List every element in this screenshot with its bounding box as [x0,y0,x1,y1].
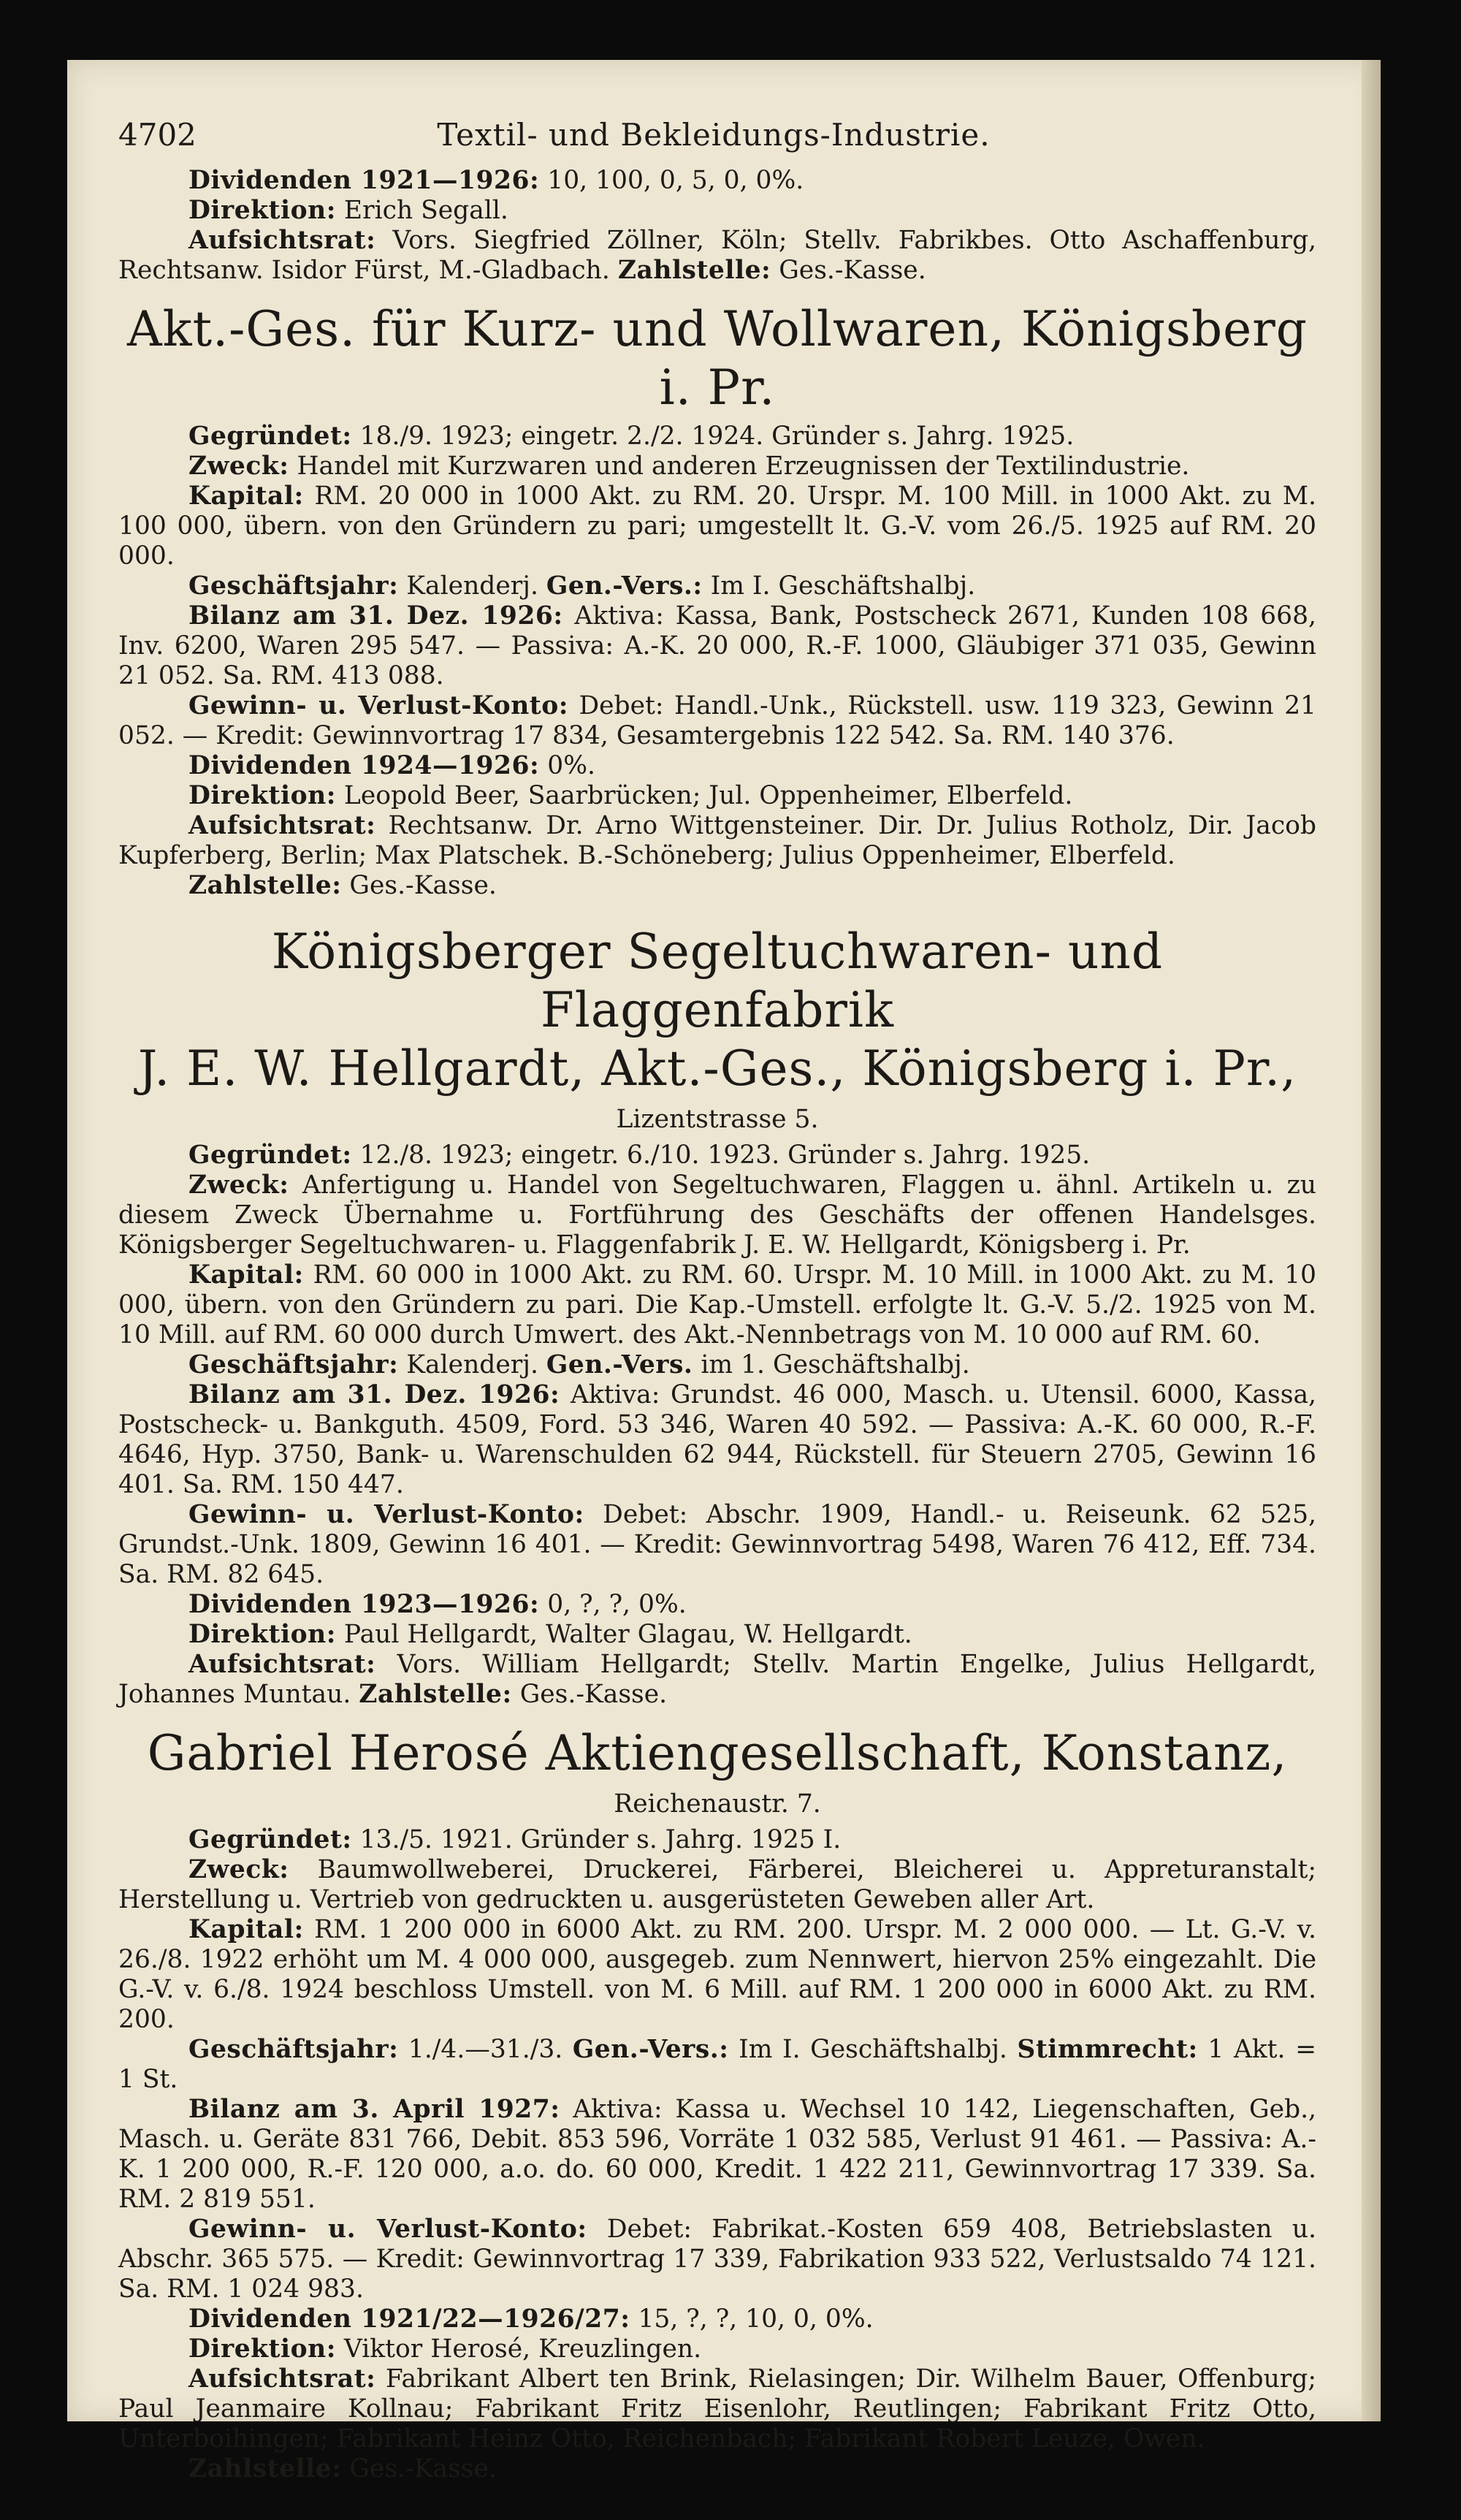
company-title-line1: Königsberger Segeltuchwaren- und Flaggenfabrik [271,924,1164,1038]
zweck-line: Zweck: Anfertigung u. Handel von Segeltuchwaren, Flaggen u. ähnl. Artikeln u. zu diesem Zweck Übernahme u. Fortführung des Geschäfts der offenen Handelsges. Königsberger Segeltuchwaren- u. Flaggenfabrik J. E. W. Hellgardt, Königsberg i. Pr. [118,1170,1316,1260]
kapital-line: Kapital: RM. 1 200 000 in 6000 Akt. zu RM. 200. Urspr. M. 2 000 000. — Lt. G.-V. v. 26./8. 1922 erhöht um M. 4 000 000, ausgegeb. zum Nennwert, hiervon 25% eingezahlt. Die G.-V. v. 6./8. 1924 beschloss Umstell. von M. 6 Mill. auf RM. 1 200 000 in 6000 Akt. zu RM. 200. [118,1915,1316,2034]
company-title-line2: J. E. W. Hellgardt, Akt.-Ges., Königsberg i. Pr., [137,1040,1297,1097]
company-address: Reichenaustr. 7. [614,1789,821,1819]
page-spine-shadow [1362,60,1381,2421]
page-header [118,117,1316,153]
bilanz-line: Bilanz am 3. April 1927: Aktiva: Kassa u. Wechsel 10 142, Liegenschaften, Geb., Masch. u. Geräte 831 766, Debit. 853 596, Vorräte 1 032 585, Verlust 91 461. — Passiva: A.-K. 1 200 000, R.-F. 120 000, a.o. do. 60 000, Kredit. 1 422 211, Gewinnvortrag 17 339. Sa. RM. 2 819 551. [118,2095,1317,2214]
entry-continuation [118,166,1316,286]
aufsichtsrat-line: Aufsichtsrat: Vors. William Hellgardt; Stellv. Martin Engelke, Julius Hellgardt, Johannes Muntau. Zahlstelle: Ges.-Kasse. [118,1650,1316,1709]
zweck-line: Zweck: Handel mit Kurzwaren und anderen Erzeugnissen der Textilindustrie. [188,452,1190,481]
dividenden-line: Dividenden 1921/22—1926/27: 15, ?, ?, 10, 0, 0%. [188,2304,874,2334]
running-title: Textil- und Bekleidungs-Industrie. [437,117,991,153]
kapital-line: Kapital: RM. 60 000 in 1000 Akt. zu RM. 60. Urspr. M. 10 Mill. in 1000 Akt. zu M. 10 000, übern. von den Gründern zu pari. Die Kap.-Umstell. erfolgte lt. G.-V. 5./2. 1925 von M. 10 Mill. auf RM. 60 000 durch Umwert. des Akt.-Nennbetrags von M. 10 000 auf RM. 60. [118,1260,1316,1350]
gegruendet-line: Gegründet: 18./9. 1923; eingetr. 2./2. 1924. Gründer s. Jahrg. 1925. [188,422,1075,451]
dividenden-line: Dividenden 1924—1926: 0%. [188,751,595,780]
book-page [67,60,1381,2483]
gewinn-verlust-line: Gewinn- u. Verlust-Konto: Debet: Fabrikat.-Kosten 659 408, Betriebslasten u. Abschr. 365 575. — Kredit: Gewinnvortrag 17 339, Fabrikation 933 522, Verlustsaldo 74 121. Sa. RM. 1 024 983. [118,2215,1316,2304]
geschaeftsjahr-line: Geschäftsjahr: Kalenderj. Gen.-Vers.: Im I. Geschäftshalbj. [188,571,976,601]
zahlstelle-line: Zahlstelle: Ges.-Kasse. [188,2454,497,2483]
zweck-line: Zweck: Baumwollweberei, Druckerei, Färberei, Bleicherei u. Appreturanstalt; Herstellung u. Vertrieb von gedruckten u. ausgerüsteten Geweben aller Art. [118,1855,1316,1914]
page-content [118,117,1316,2484]
kapital-line: Kapital: RM. 20 000 in 1000 Akt. zu RM. 20. Urspr. M. 100 Mill. in 1000 Akt. zu M. 100 000, übern. von den Gründern zu pari; umgestellt lt. G.-V. vom 26./5. 1925 auf RM. 20 000. [118,481,1317,571]
dividenden-line: Dividenden 1921—1926: 10, 100, 0, 5, 0, 0%. [188,166,804,195]
gewinn-verlust-line: Gewinn- u. Verlust-Konto: Debet: Abschr. 1909, Handl.- u. Reiseunk. 62 525, Grundst.-Unk. 1809, Gewinn 16 401. — Kredit: Gewinnvortrag 5498, Waren 76 412, Eff. 734. Sa. RM. 82 645. [118,1500,1316,1589]
aufsichtsrat-line: Aufsichtsrat: Fabrikant Albert ten Brink, Rielasingen; Dir. Wilhelm Bauer, Offenburg; Paul Jeanmaire Kollnau; Fabrikant Fritz Eisenlohr, Reutlingen; Fabrikant Fritz Otto, Unterboihingen; Fabrikant Heinz Otto, Reichenbach; Fabrikant Robert Leuze, Owen. [118,2364,1316,2454]
gegruendet-line: Gegründet: 12./8. 1923; eingetr. 6./10. 1923. Gründer s. Jahrg. 1925. [188,1141,1091,1170]
company-address: Lizentstrasse 5. [616,1105,819,1134]
direktion-line: Direktion: Paul Hellgardt, Walter Glagau, W. Hellgardt. [188,1620,912,1649]
dividenden-line: Dividenden 1923—1926: 0, ?, ?, 0%. [188,1590,687,1619]
gewinn-verlust-line: Gewinn- u. Verlust-Konto: Debet: Handl.-Unk., Rückstell. usw. 119 323, Gewinn 21 052. — Kredit: Gewinnvortrag 17 834, Gesamtergebnis 122 542. Sa. RM. 140 376. [118,691,1317,750]
bilanz-line: Bilanz am 31. Dez. 1926: Aktiva: Grundst. 46 000, Masch. u. Utensil. 6000, Kassa, Postscheck- u. Bankguth. 4509, Ford. 53 346, Waren 40 592. — Passiva: A.-K. 60 000, R.-F. 4646, Hyp. 3750, Bank- u. Warenschulden 62 944, Rückstell. für Steuern 2705, Gewinn 16 401. Sa. RM. 150 447. [118,1380,1317,1499]
company-entry-herose [118,1724,1316,2484]
company-entry-kurz-wollwaren [118,300,1316,901]
aufsichtsrat-line: Aufsichtsrat: Rechtsanw. Dr. Arno Wittgensteiner. Dir. Dr. Julius Rotholz, Dir. Jacob Kupferberg, Berlin; Max Platschek. B.-Schöneberg; Julius Oppenheimer, Elberfeld. [118,811,1316,870]
company-entry-hellgardt [118,923,1316,1710]
gegruendet-line: Gegründet: 13./5. 1921. Gründer s. Jahrg. 1925 I. [188,1825,842,1854]
geschaeftsjahr-line: Geschäftsjahr: 1./4.—31./3. Gen.-Vers.: Im I. Geschäftshalbj. Stimmrecht: 1 Akt. = 1 St. [118,2035,1316,2094]
bilanz-line: Bilanz am 31. Dez. 1926: Aktiva: Kassa, Bank, Postscheck 2671, Kunden 108 668, Inv. 6200, Waren 295 547. — Passiva: A.-K. 20 000, R.-F. 1000, Gläubiger 371 035, Gewinn 21 052. Sa. RM. 413 088. [118,601,1316,690]
direktion-line: Direktion: Leopold Beer, Saarbrücken; Jul. Oppenheimer, Elberfeld. [188,781,1073,810]
direktion-line: Direktion: Viktor Herosé, Kreuzlingen. [188,2334,702,2364]
page-number: 4702 [118,117,197,153]
geschaeftsjahr-line: Geschäftsjahr: Kalenderj. Gen.-Vers. im 1. Geschäftshalbj. [188,1350,970,1379]
direktion-line: Direktion: Erich Segall. [188,196,508,225]
company-title: Akt.-Ges. für Kurz- und Wollwaren, Königsberg i. Pr. [126,301,1308,416]
aufsichtsrat-line: Aufsichtsrat: Vors. Siegfried Zöllner, Köln; Stellv. Fabrikbes. Otto Aschaffenburg, Rechtsanw. Isidor Fürst, M.-Gladbach. Zahlstelle: Ges.-Kasse. [118,226,1317,285]
company-title: Gabriel Herosé Aktiengesellschaft, Konstanz, [147,1725,1288,1781]
zahlstelle-line: Zahlstelle: Ges.-Kasse. [188,871,497,900]
